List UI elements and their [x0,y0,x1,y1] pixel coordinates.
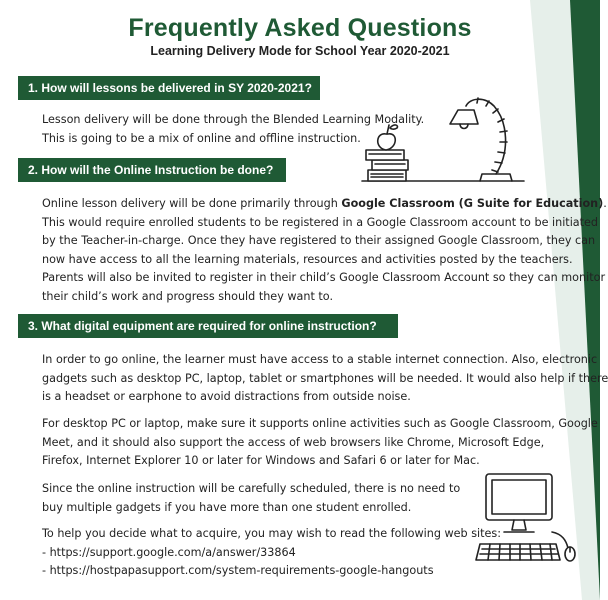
answer-2 [42,195,607,307]
website-link-2: - https://hostpapasupport.com/system-requirements-google-hangouts [42,564,434,578]
answer-3-line: Since the online instruction will be carefully scheduled, there is no need to [42,482,461,495]
books-apple-lamp-icon [362,92,530,184]
answer-2-line: now have access to all the learning materials, resources and activities posted by the teachers. [42,252,573,266]
google-classroom-emphasis: Google Classroom (G Suite for Education) [341,197,604,210]
answer-3-line: For desktop PC or laptop, make sure it supports online activities such as Google Classroom, Google [42,417,598,430]
answer-3-line: In order to go online, the learner must have access to a stable internet connection. Also, electronic [42,353,598,366]
answer-3-paragraph-1 [42,351,608,407]
answer-1-line: This is going to be a mix of online and offline instruction. [42,131,361,145]
answer-2-line: Parents will also be invited to register in their child’s Google Classroom Account so they can monitor [42,271,606,285]
answer-1-line: Lesson delivery will be done through the Blended Learning Modality. [42,113,425,126]
answer-2-line: their child’s work and progress should they want to. [42,289,333,303]
question-heading-1: 1. How will lessons be delivered in SY 2020-2021? [18,76,320,100]
answer-3-line: gadgets such as desktop PC, laptop, tablet or smartphones will be needed. It would also help if there [42,371,608,385]
answer-3-paragraph-4 [42,525,501,581]
question-heading-2: 2. How will the Online Instruction be done? [18,158,286,182]
page-title: Frequently Asked Questions [128,14,472,42]
answer-3-line: Meet, and it should also support the access of web browsers like Chrome, Microsoft Edge, [42,435,545,449]
answer-3-line: is a headset or earphone to avoid distractions from outside noise. [42,390,411,404]
answer-2-lead-text: Online lesson delivery will be done primarily through [42,197,342,210]
answer-3-paragraph-3 [42,480,460,517]
answer-2-line: This would require enrolled students to be registered in a Google Classroom account to be initiated [42,215,599,229]
page-subtitle: Learning Delivery Mode for School Year 2020-2021 [150,44,450,58]
website-link-1: - https://support.google.com/a/answer/33864 [42,545,296,559]
answer-2-lead-line [42,195,607,214]
desktop-computer-icon [470,470,580,566]
answer-2-lead-end: . [603,197,607,210]
answer-3-line: buy multiple gadgets if you have more than one student enrolled. [42,500,412,514]
answer-3-line: Firefox, Internet Explorer 10 or later for Windows and Safari 6 or later for Mac. [42,454,480,468]
answer-2-line: by the Teacher-in-charge. Once they have registered to their assigned Google Classroom, they can [42,234,596,248]
answer-3-paragraph-2 [42,415,598,471]
question-heading-3: 3. What digital equipment are required for online instruction? [18,314,398,338]
answer-3-line: To help you decide what to acquire, you may wish to read the following web sites: [42,527,502,540]
